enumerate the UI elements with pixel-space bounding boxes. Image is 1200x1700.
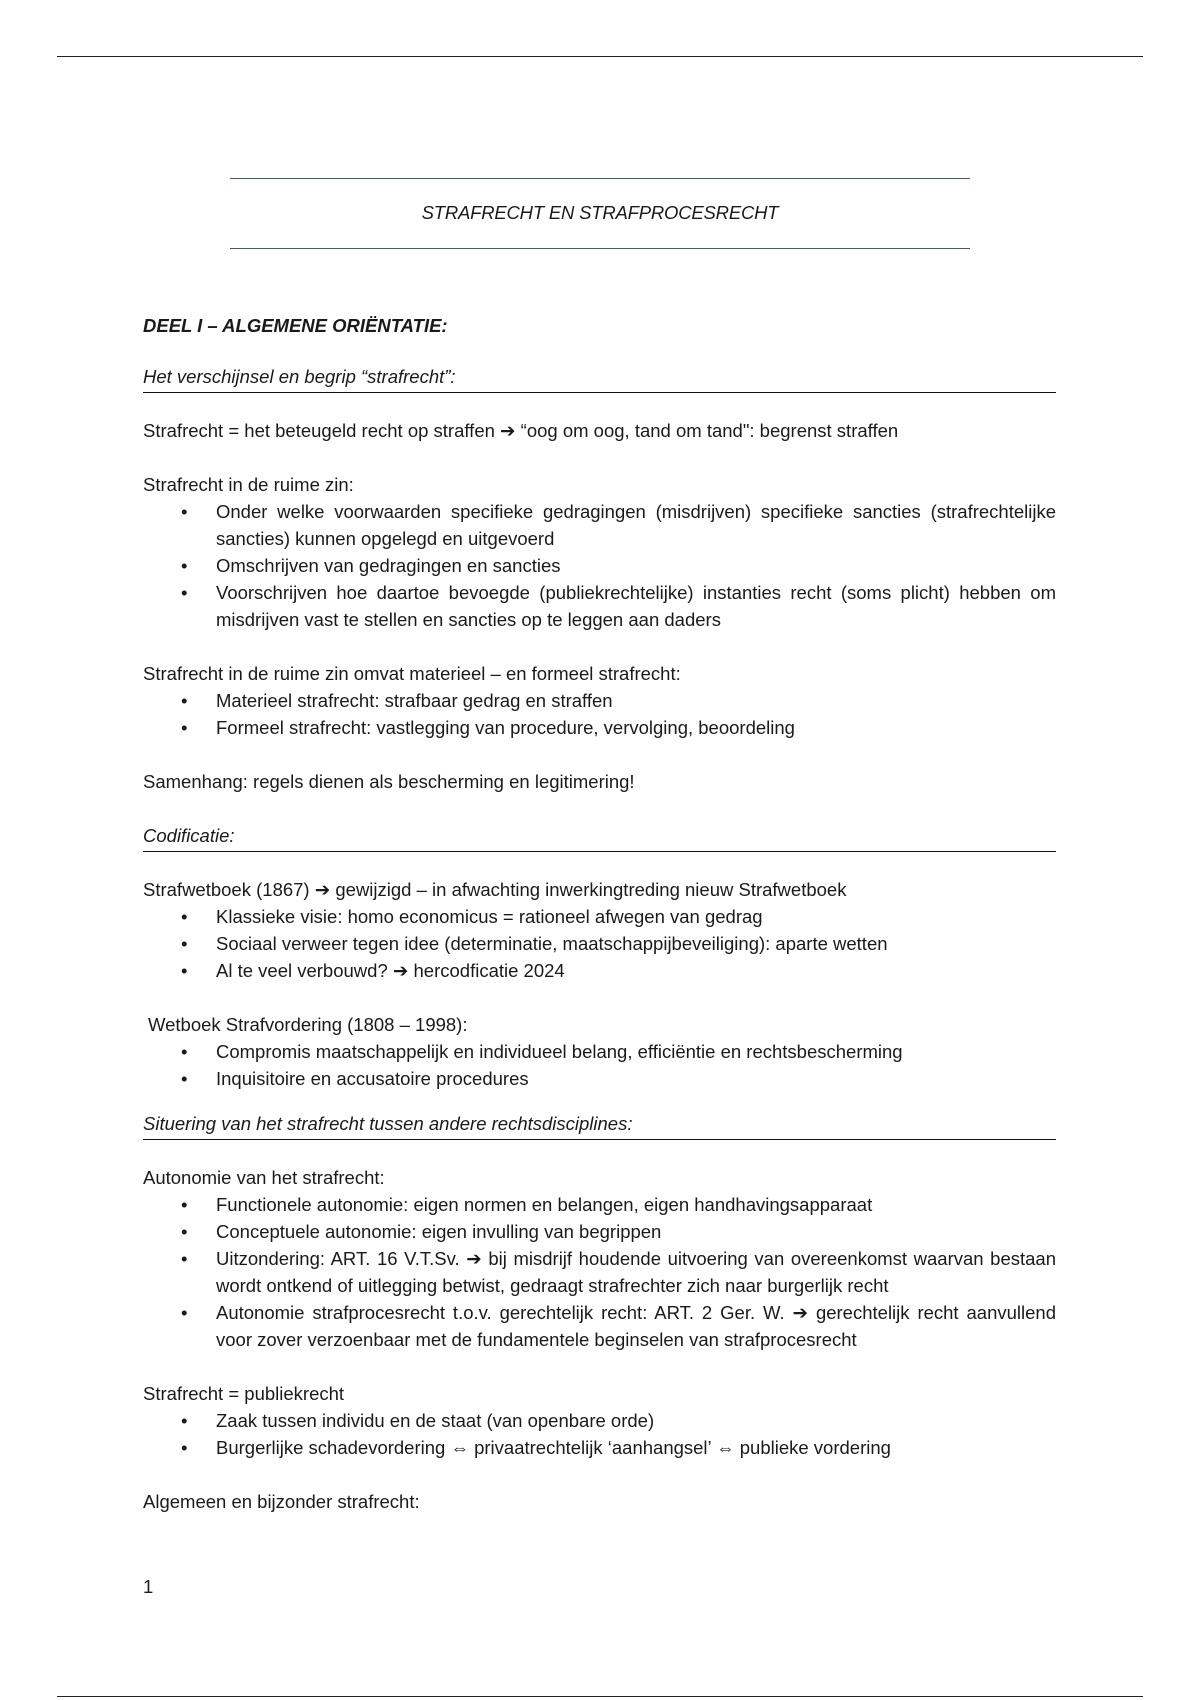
title-bottom-line (230, 248, 970, 249)
bullet-icon: • (181, 1437, 188, 1458)
bullet-icon: • (181, 1041, 188, 1062)
bullet-icon: • (181, 906, 188, 927)
document-title: STRAFRECHT EN STRAFPROCESRECHT (421, 202, 779, 223)
page-number: 1 (143, 1576, 154, 1597)
bullet-icon: • (181, 582, 188, 603)
list-item: • Al te veel verbouwd? ➔ hercodficatie 2024 (143, 957, 1056, 984)
title-block (230, 178, 970, 249)
bullet-icon: • (181, 1194, 188, 1215)
samenhang-paragraph: Samenhang: regels dienen als bescherming en legitimering! (143, 771, 635, 792)
bullet-icon: • (181, 933, 188, 954)
bullet-icon: • (181, 1302, 188, 1323)
bullet-icon: • (181, 555, 188, 576)
publiek-list (143, 1407, 1056, 1461)
page-bottom-rule (57, 1696, 1143, 1697)
list-item: • Voorschrijven hoe daartoe bevoegde (publiekrechtelijke) instanties recht (soms plicht) hebben om misdrijven vast te stellen en sancties op te leggen aan daders (143, 579, 1056, 633)
algemeen-paragraph: Algemeen en bijzonder strafrecht: (143, 1491, 420, 1512)
deel-heading: DEEL I – ALGEMENE ORIËNTATIE: (143, 315, 448, 336)
publiek-intro: Strafrecht = publiekrecht (143, 1383, 345, 1404)
list-item: • Conceptuele autonomie: eigen invulling van begrippen (143, 1218, 1056, 1245)
bullet-icon: • (181, 1068, 188, 1089)
omvat-list (143, 687, 1056, 741)
page-top-rule (57, 56, 1143, 57)
autonomie-list (143, 1191, 1056, 1353)
list-item: • Autonomie strafprocesrecht t.o.v. gerechtelijk recht: ART. 2 Ger. W. ➔ gerechtelijk recht aanvullend voor zover verzoenbaar met de fundamentele beginselen van strafprocesrecht (143, 1299, 1056, 1353)
bullet-icon: • (181, 960, 188, 981)
list-item: • Burgerlijke schadevordering ⇔ privaatrechtelijk ‘aanhangsel’ ⇔ publieke vordering (143, 1434, 1056, 1461)
ruime-zin-list (143, 498, 1056, 633)
definition-paragraph: Strafrecht = het beteugeld recht op straffen ➔ “oog om oog, tand om tand": begrenst straffen (143, 420, 899, 441)
bullet-icon: • (181, 717, 188, 738)
section-heading-strafrecht: Het verschijnsel en begrip “strafrecht”: (143, 363, 1056, 393)
list-item: • Onder welke voorwaarden specifieke gedragingen (misdrijven) specifieke sancties (strafrechtelijke sancties) kunnen opgelegd en uitgevoerd (143, 498, 1056, 552)
bullet-icon: • (181, 1248, 188, 1269)
strafwetboek-list (143, 903, 1056, 984)
list-item: • Formeel strafrecht: vastlegging van procedure, vervolging, beoordeling (143, 714, 1056, 741)
list-item: • Klassieke visie: homo economicus = rationeel afwegen van gedrag (143, 903, 1056, 930)
list-item: • Sociaal verweer tegen idee (determinatie, maatschappijbeveiliging): aparte wetten (143, 930, 1056, 957)
list-item: • Uitzondering: ART. 16 V.T.Sv. ➔ bij misdrijf houdende uitvoering van overeenkomst waarvan bestaan wordt ontkend of uitlegging betwist, gedraagt strafrechter zich naar burgerlijk recht (143, 1245, 1056, 1299)
list-item: • Functionele autonomie: eigen normen en belangen, eigen handhavingsapparaat (143, 1191, 1056, 1218)
section-heading-situering: Situering van het strafrecht tussen andere rechtsdisciplines: (143, 1110, 1056, 1140)
bullet-icon: • (181, 690, 188, 711)
bullet-icon: • (181, 1410, 188, 1431)
bullet-icon: • (181, 1221, 188, 1242)
wetboek-list (143, 1038, 1056, 1092)
bullet-icon: • (181, 501, 188, 522)
list-item: • Compromis maatschappelijk en individueel belang, efficiëntie en rechtsbescherming (143, 1038, 1056, 1065)
wetboek-intro: Wetboek Strafvordering (1808 – 1998): (148, 1014, 468, 1035)
document-body (143, 312, 1056, 1515)
list-item: • Omschrijven van gedragingen en sancties (143, 552, 1056, 579)
list-item: • Inquisitoire en accusatoire procedures (143, 1065, 1056, 1092)
section-heading-codificatie: Codificatie: (143, 822, 1056, 852)
list-item: • Materieel strafrecht: strafbaar gedrag en straffen (143, 687, 1056, 714)
strafwetboek-intro: Strafwetboek (1867) ➔ gewijzigd – in afwachting inwerkingtreding nieuw Strafwetboek (143, 879, 847, 900)
list-item: • Zaak tussen individu en de staat (van openbare orde) (143, 1407, 1056, 1434)
ruime-zin-intro: Strafrecht in de ruime zin: (143, 474, 354, 495)
omvat-intro: Strafrecht in de ruime zin omvat materieel – en formeel strafrecht: (143, 663, 681, 684)
autonomie-intro: Autonomie van het strafrecht: (143, 1167, 385, 1188)
